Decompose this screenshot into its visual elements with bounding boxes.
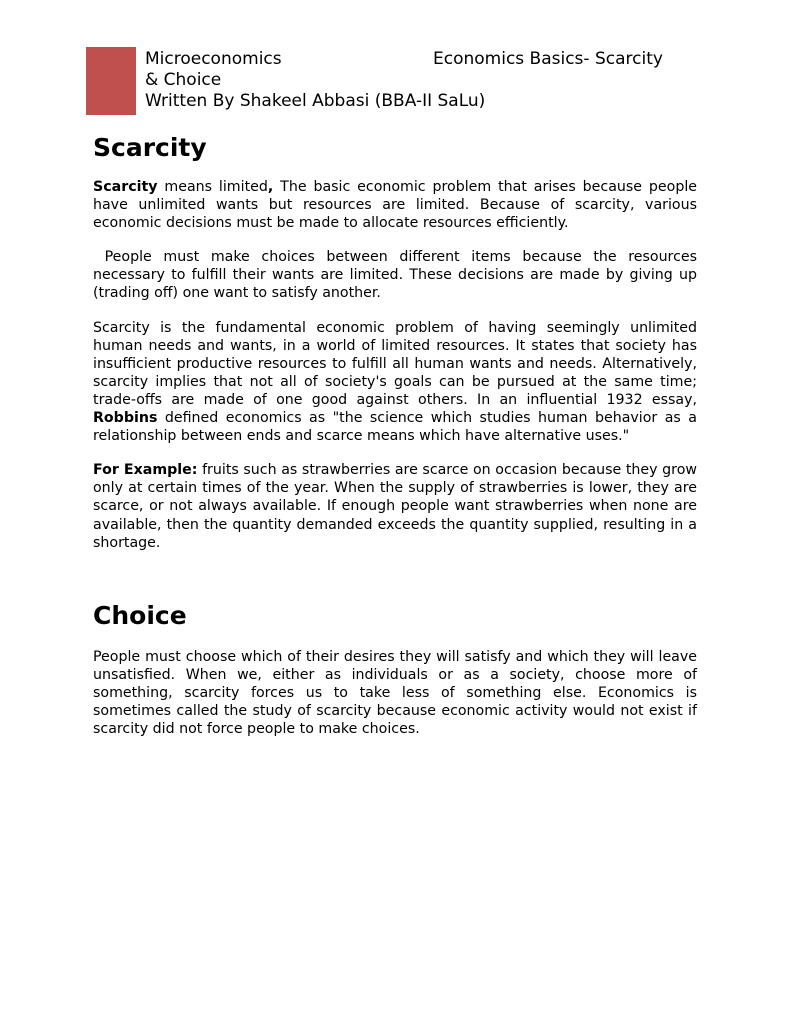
- scarcity-choices-paragraph: People must make choices between different items because the resources necessary to fulfill their wants are limited. These decisions are made by giving up (trading off) one want to satisfy another.: [93, 249, 697, 302]
- scarcity-comma: ,: [267, 179, 274, 195]
- scarcity-example-paragraph: [93, 461, 697, 551]
- robbins-name: Robbins: [93, 410, 158, 427]
- page-header: [145, 49, 705, 112]
- scarcity-fundamental-text: Scarcity is the fundamental economic problem of having seemingly unlimited human needs and wants, in a world of limited resources. It states that society has insufficient productive resources to fulfill all human wants and needs. Alternatively, scarcity implies that not all of society's goals can be pursued at the same time; trade-offs are made of one good against others. In an influential 1932 essay,: [93, 319, 697, 408]
- header-topic-title: Economics Basics- Scarcity: [433, 49, 663, 69]
- scarcity-problem-text: The basic economic problem that arises because people have unlimited wants but resources are limited. Because of scarcity, various economic decisions must be made to allocate resources efficiently.: [93, 179, 697, 232]
- choice-heading: Choice: [93, 600, 187, 630]
- header-accent-block: [86, 47, 136, 115]
- scarcity-meaning-text: means limited: [157, 179, 268, 195]
- header-line-1: [145, 49, 705, 70]
- scarcity-definition-paragraph: [93, 178, 697, 232]
- scarcity-heading: Scarcity: [93, 133, 207, 162]
- header-author: Written By Shakeel Abbasi (BBA-II SaLu): [145, 91, 486, 111]
- header-topic-continuation: & Choice: [145, 70, 222, 90]
- scarcity-fundamental-paragraph: [93, 319, 697, 446]
- choice-paragraph: People must choose which of their desires they will satisfy and which they will leave unsatisfied. When we, either as individuals or as a society, choose more of something, scarcity forces us to take less of something else. Economics is sometimes called the study of scarcity because economic activity would not exist if scarcity did not force people to make choices.: [93, 648, 697, 738]
- header-course-title: Microeconomics: [145, 49, 282, 69]
- document-body: [93, 130, 697, 738]
- scarcity-term: Scarcity: [93, 179, 158, 195]
- robbins-definition-text: defined economics as "the science which studies human behavior as a relationship between ends and scarce means which have alternative uses.": [93, 410, 697, 445]
- example-text: fruits such as strawberries are scarce on occasion because they grow only at certain times of the year. When the supply of strawberries is lower, they are scarce, or not always available. If enough people want strawberries when none are available, then the quantity demanded exceeds the quantity supplied, resulting in a shortage.: [93, 462, 697, 551]
- example-label: For Example:: [93, 462, 198, 479]
